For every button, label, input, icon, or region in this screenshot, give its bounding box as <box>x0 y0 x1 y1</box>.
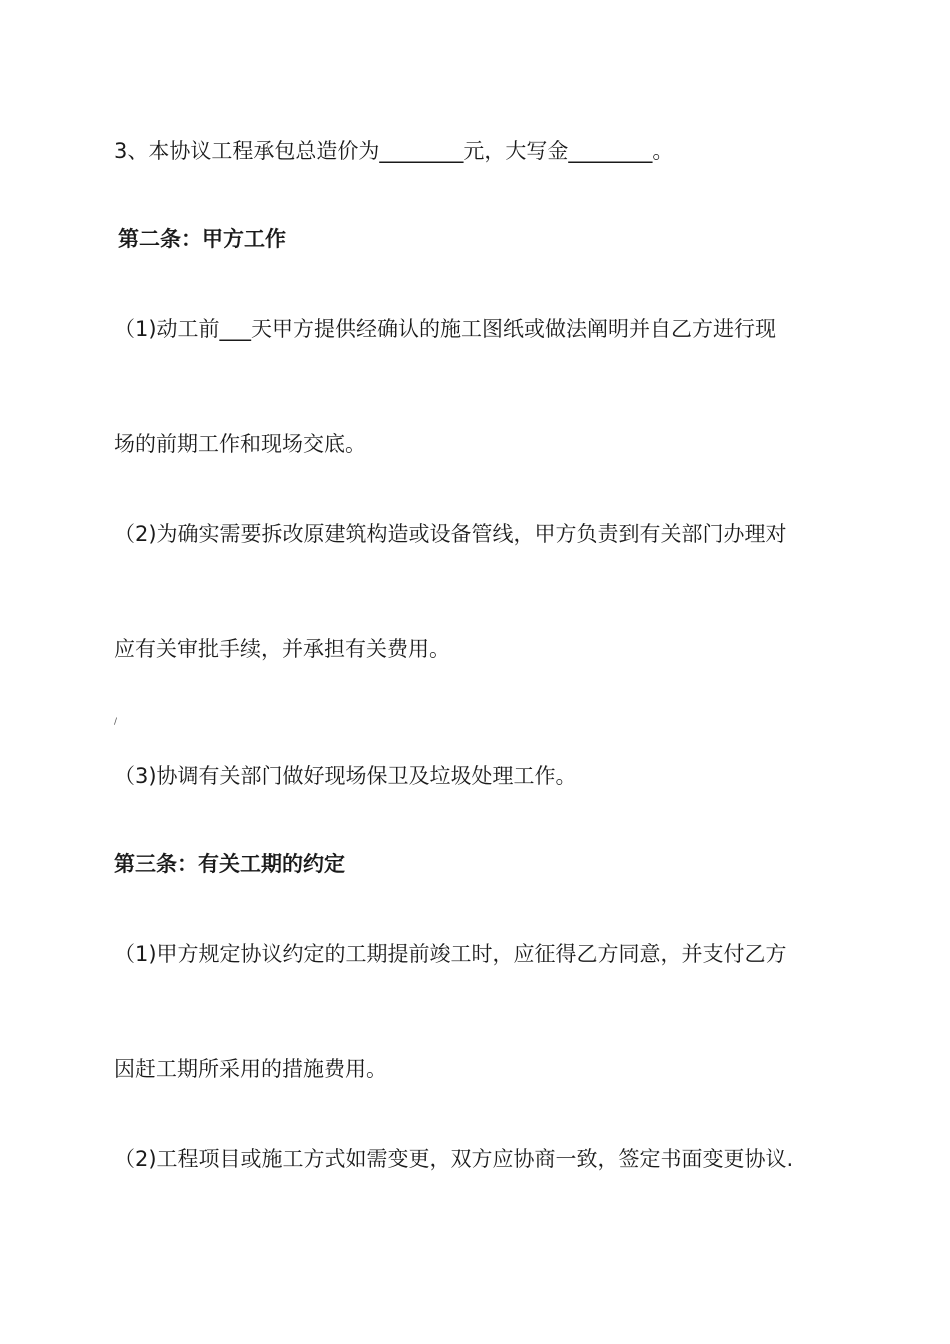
article-2-item-1-line-2: 场的前期工作和现场交底。 <box>114 432 366 456</box>
article-3-item-2: （2)工程项目或施工方式如需变更，双方应协商一致，签定书面变更协议. <box>114 1147 794 1171</box>
stray-mark: / <box>114 717 118 727</box>
article-2-heading: 第二条：甲方工作 <box>118 227 286 251</box>
article-2-item-1-line-1: （1)动工前___天甲方提供经确认的施工图纸或做法阐明并自乙方进行现 <box>114 317 777 341</box>
article-2-item-2-line-1: （2)为确实需要拆改原建筑构造或设备管线，甲方负责到有关部门办理对 <box>114 522 787 546</box>
article-3-heading: 第三条：有关工期的约定 <box>114 852 345 876</box>
article-2-item-3: （3)协调有关部门做好现场保卫及垃圾处理工作。 <box>114 764 577 788</box>
article-3-item-1-line-2: 因赶工期所采用的措施费用。 <box>114 1057 387 1081</box>
article-3-item-1-line-1: （1)甲方规定协议约定的工期提前竣工时，应征得乙方同意，并支付乙方 <box>114 942 787 966</box>
article-2-item-2-line-2: 应有关审批手续，并承担有关费用。 <box>114 637 450 661</box>
contract-price-line: 3、本协议工程承包总造价为________元，大写金________。 <box>114 139 674 163</box>
